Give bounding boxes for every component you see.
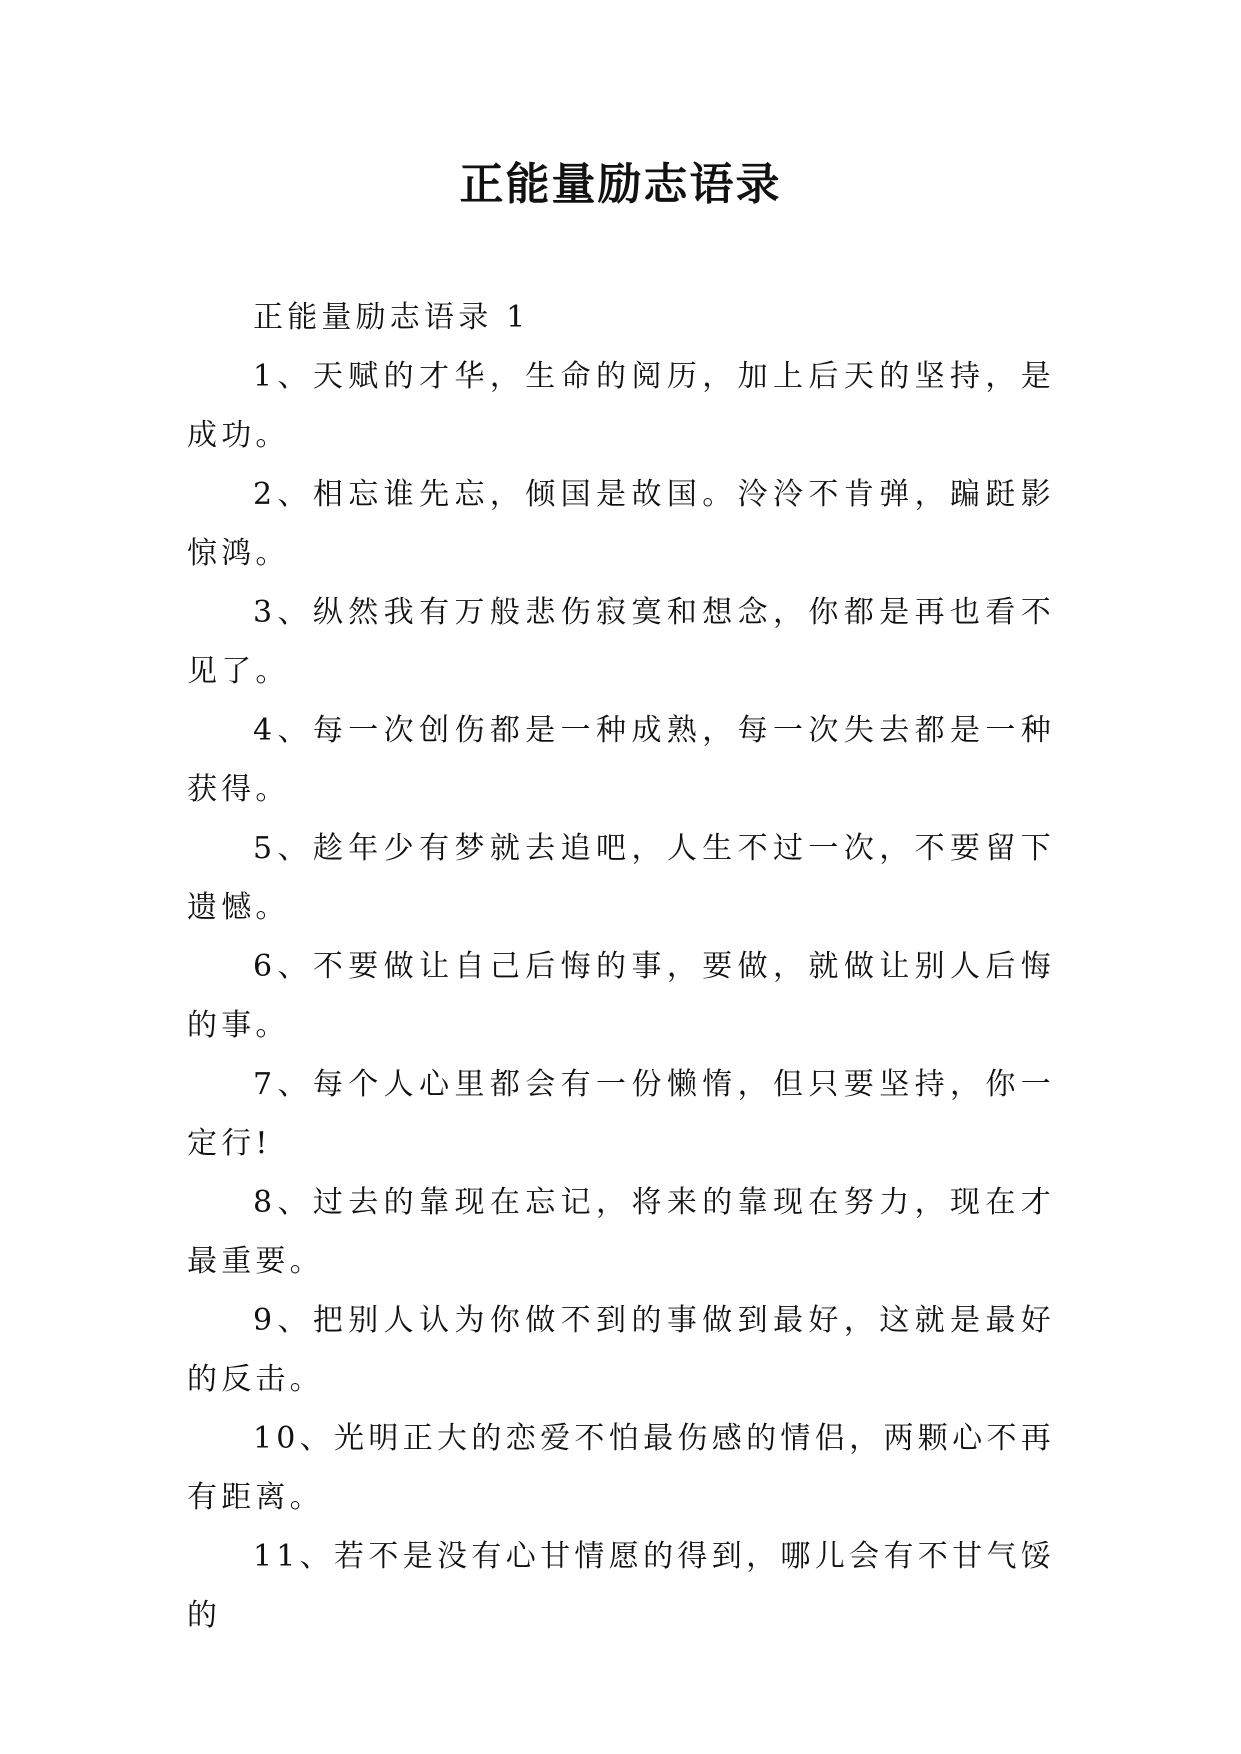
section-heading: 正能量励志语录 1 <box>253 300 530 335</box>
quote-item: 4、每一次创伤都是一种成熟，每一次失去都是一种获得。 <box>187 713 1055 807</box>
quote-list <box>187 347 1055 1645</box>
quote-item: 10、光明正大的恋爱不怕最伤感的情侣，两颗心不再有距离。 <box>187 1421 1055 1515</box>
document-title: 正能量励志语录 <box>459 159 782 210</box>
quote-item: 11、若不是没有心甘情愿的得到，哪儿会有不甘气馁的 <box>187 1539 1055 1633</box>
document-body <box>187 288 1055 1645</box>
quote-item: 3、纵然我有万般悲伤寂寞和想念，你都是再也看不见了。 <box>187 595 1055 689</box>
quote-item: 1、天赋的才华，生命的阅历，加上后天的坚持，是成功。 <box>187 359 1055 453</box>
quote-item: 5、趁年少有梦就去追吧，人生不过一次，不要留下遗憾。 <box>187 831 1055 925</box>
quote-item: 7、每个人心里都会有一份懒惰，但只要坚持，你一定行! <box>187 1067 1055 1161</box>
quote-item: 6、不要做让自己后悔的事，要做，就做让别人后悔的事。 <box>187 949 1055 1043</box>
quote-item: 2、相忘谁先忘，倾国是故国。泠泠不肯弹，蹁跹影惊鸿。 <box>187 477 1055 571</box>
quote-item: 8、过去的靠现在忘记，将来的靠现在努力，现在才最重要。 <box>187 1185 1055 1279</box>
quote-item: 9、把别人认为你做不到的事做到最好，这就是最好的反击。 <box>187 1303 1055 1397</box>
